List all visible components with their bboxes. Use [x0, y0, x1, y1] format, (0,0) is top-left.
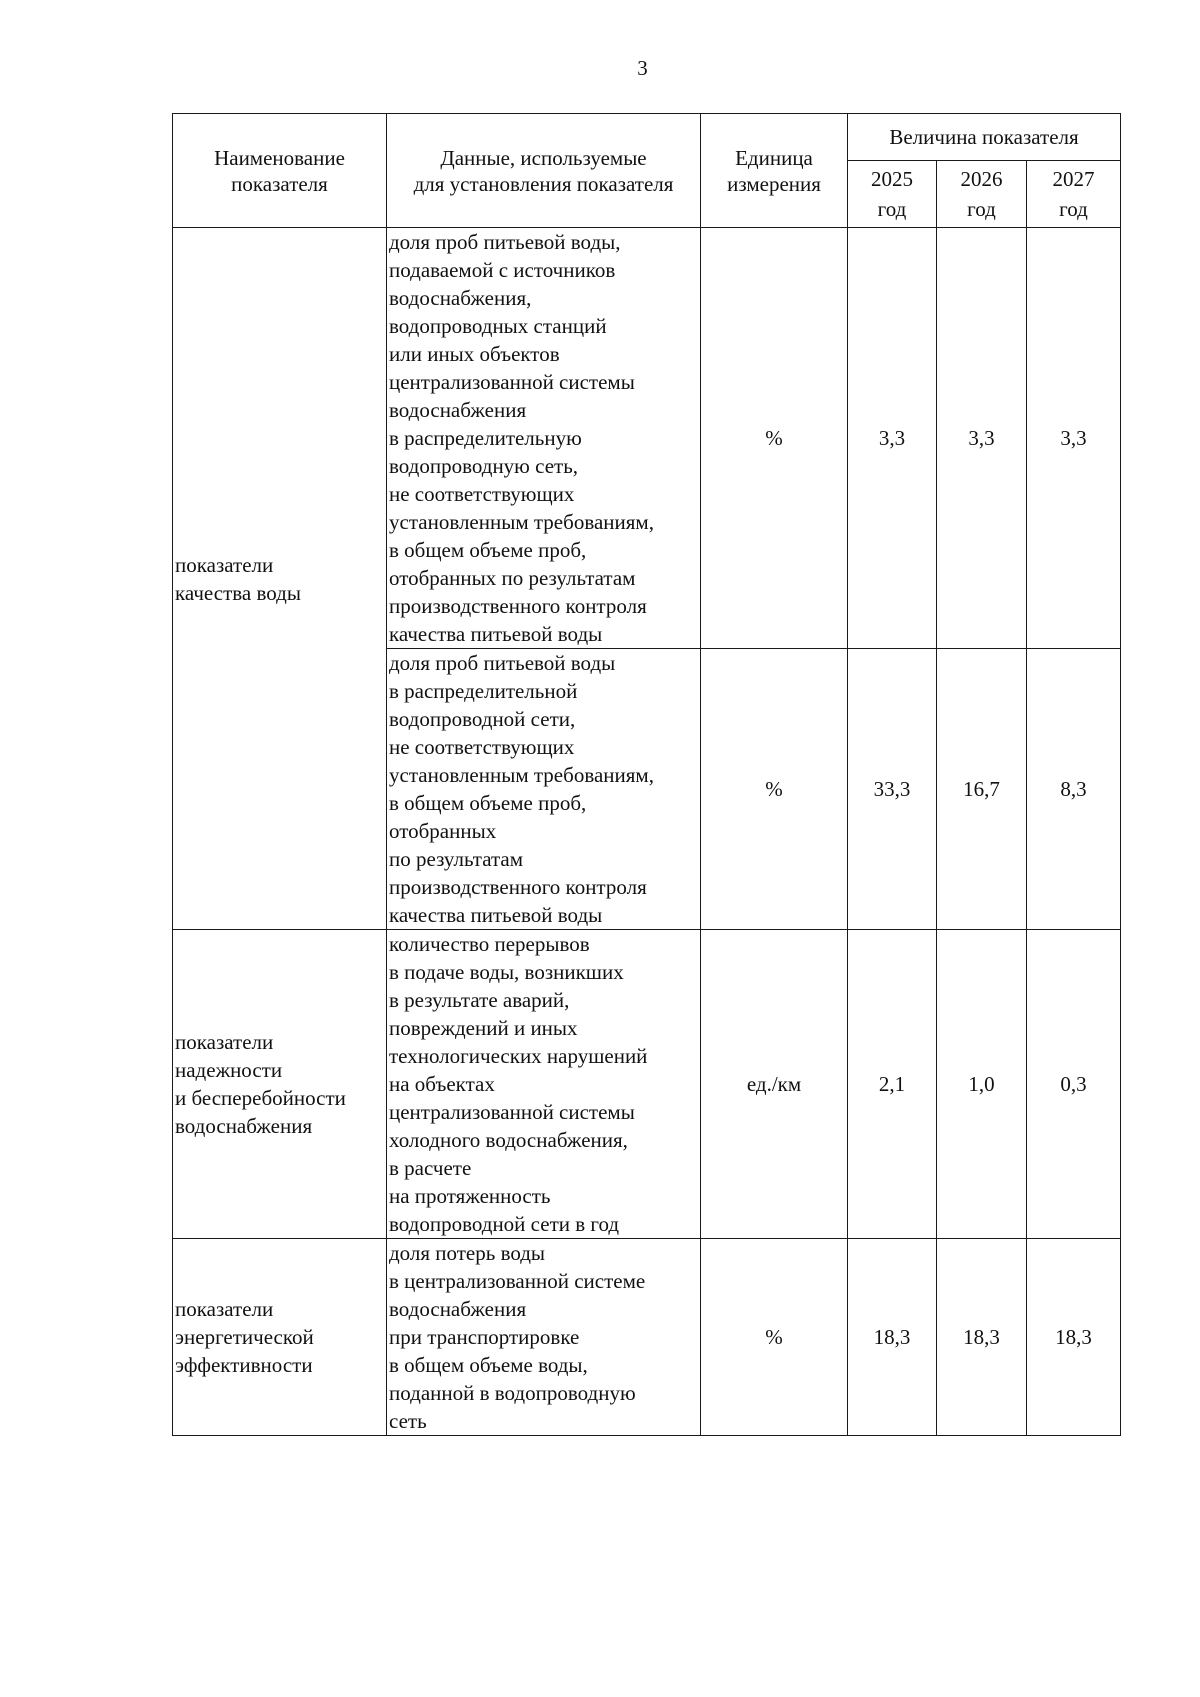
- value-2027: 3,3: [1027, 228, 1121, 649]
- indicator-name-water-quality: показатели качества воды: [173, 228, 387, 930]
- value-2026: 16,7: [937, 649, 1027, 930]
- indicator-data: количество перерывов в подаче воды, возникших в результате аварий, повреждений и иных технологических нарушений на объектах централизованной системы холодного водоснабжения, в расчете на протяженность водопроводной сети в год: [387, 930, 701, 1239]
- value-2026: 1,0: [937, 930, 1027, 1239]
- header-year-2025: 2025 год: [848, 161, 937, 228]
- indicator-name-energy-efficiency: показатели энергетической эффективности: [173, 1239, 387, 1436]
- indicator-data: доля проб питьевой воды в распределительной водопроводной сети, не соответствующих установленным требованиям, в общем объеме проб, отобранных по результатам производственного контроля качества питьевой воды: [387, 649, 701, 930]
- unit-cell: ед./км: [701, 930, 848, 1239]
- value-2026: 18,3: [937, 1239, 1027, 1436]
- header-data: Данные, используемые для установления показателя: [387, 114, 701, 228]
- value-2025: 2,1: [848, 930, 937, 1239]
- table-row: [173, 1239, 1121, 1436]
- table-row: [173, 930, 1121, 1239]
- indicator-name-reliability: показатели надежности и бесперебойности водоснабжения: [173, 930, 387, 1239]
- table-row: [173, 228, 1121, 649]
- unit-cell: %: [701, 1239, 848, 1436]
- value-2025: 3,3: [848, 228, 937, 649]
- header-value-group: Величина показателя: [848, 114, 1121, 161]
- indicator-data: доля проб питьевой воды, подаваемой с источников водоснабжения, водопроводных станций или иных объектов централизованной системы водоснабжения в распределительную водопроводную сеть, не соответствующих установленным требованиям, в общем объеме проб, отобранных по результатам производственного контроля качества питьевой воды: [387, 228, 701, 649]
- indicator-data: доля потерь воды в централизованной системе водоснабжения при транспортировке в общем объеме воды, поданной в водопроводную сеть: [387, 1239, 701, 1436]
- value-2025: 33,3: [848, 649, 937, 930]
- header-year-2027: 2027 год: [1027, 161, 1121, 228]
- header-name: Наименование показателя: [173, 114, 387, 228]
- page-number: 3: [637, 56, 648, 80]
- value-2027: 0,3: [1027, 930, 1121, 1239]
- header-year-2026: 2026 год: [937, 161, 1027, 228]
- unit-cell: %: [701, 649, 848, 930]
- value-2026: 3,3: [937, 228, 1027, 649]
- value-2025: 18,3: [848, 1239, 937, 1436]
- header-unit: Единица измерения: [701, 114, 848, 228]
- header-row-top: [173, 114, 1121, 161]
- indicators-table: [172, 113, 1121, 1436]
- value-2027: 18,3: [1027, 1239, 1121, 1436]
- unit-cell: %: [701, 228, 848, 649]
- value-2027: 8,3: [1027, 649, 1121, 930]
